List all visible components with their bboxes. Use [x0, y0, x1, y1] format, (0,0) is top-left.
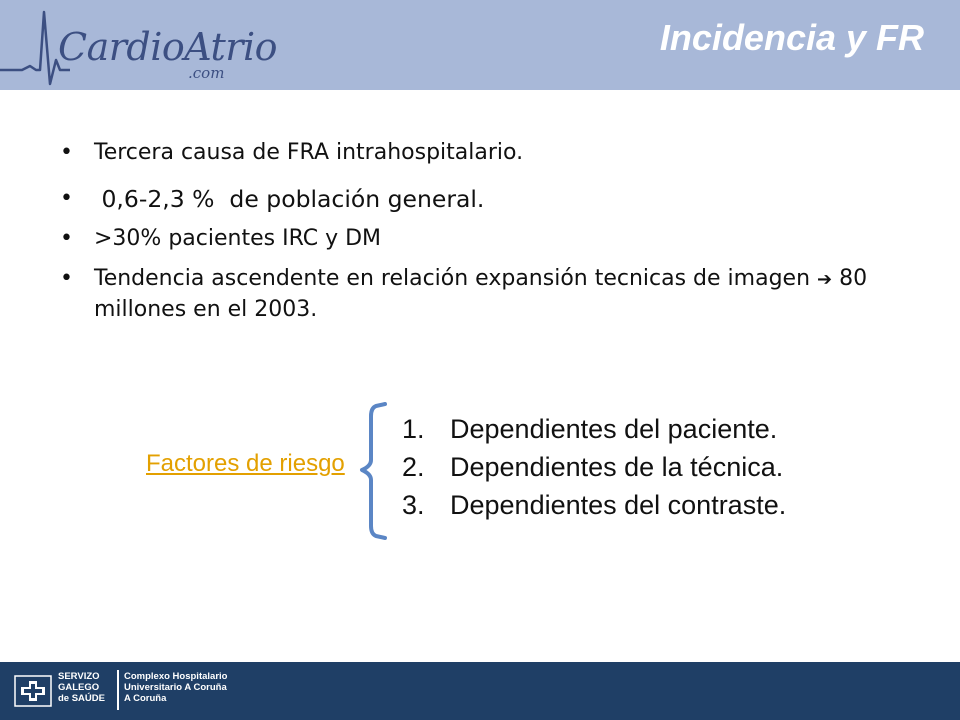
- logo-text: CardioAtrio: [58, 25, 277, 69]
- right-arrow-icon: ➔: [817, 269, 833, 290]
- bullet-text: Tercera causa de FRA intrahospitalario.: [94, 140, 524, 165]
- bullet-symbol: •: [60, 266, 73, 291]
- bullet-item: [60, 224, 880, 254]
- footer-org-line: SERVIZO: [58, 671, 100, 682]
- bullet-symbol: •: [60, 226, 73, 251]
- bullet-text-end: 80 millones en el 2003.: [94, 266, 868, 322]
- bullet-symbol: •: [60, 140, 73, 165]
- bullet-list: [60, 138, 880, 325]
- curly-brace-icon: [352, 400, 392, 542]
- footer-hospital-line: Complexo Hospitalario: [124, 671, 228, 682]
- bullet-text: >30% pacientes IRC y DM: [94, 226, 382, 251]
- bullet-item: [60, 264, 880, 325]
- risk-factor-text: Dependientes de la técnica.: [450, 452, 784, 482]
- footer-org-line: de SAÚDE: [58, 693, 105, 704]
- bullet-text-start: Tendencia ascendente en relación expansión tecnicas de imagen: [94, 266, 818, 291]
- bullet-item: [60, 138, 880, 168]
- cardioatrio-logo: [0, 0, 277, 90]
- risk-factor-list: [402, 410, 786, 524]
- footer-hospital-line: A Coruña: [124, 693, 167, 704]
- bullet-item: [60, 184, 880, 214]
- risk-factors-link[interactable]: Factores de riesgo: [146, 450, 345, 477]
- footer-organization: [58, 671, 105, 704]
- slide-title: Incidencia y FR: [659, 17, 924, 58]
- footer-hospital: [124, 671, 227, 704]
- risk-factor-number: 2.: [402, 452, 425, 482]
- footer-divider: [117, 670, 119, 710]
- risk-factor-text: Dependientes del paciente.: [450, 414, 778, 444]
- footer-org-line: GALEGO: [58, 682, 100, 693]
- risk-factor-item: [402, 486, 786, 524]
- sergas-cross-logo-icon: [14, 675, 52, 707]
- risk-factor-item: [402, 448, 786, 486]
- logo-suffix: .com: [188, 64, 225, 82]
- risk-factor-number: 1.: [402, 414, 425, 444]
- footer-hospital-line: Universitario A Coruña: [124, 682, 227, 693]
- risk-factor-number: 3.: [402, 490, 425, 520]
- bullet-text: 0,6-2,3 % de población general.: [94, 185, 485, 213]
- risk-factor-text: Dependientes del contraste.: [450, 490, 787, 520]
- bullet-text: [94, 266, 867, 322]
- bullet-symbol: •: [60, 186, 73, 211]
- risk-factor-item: [402, 410, 786, 448]
